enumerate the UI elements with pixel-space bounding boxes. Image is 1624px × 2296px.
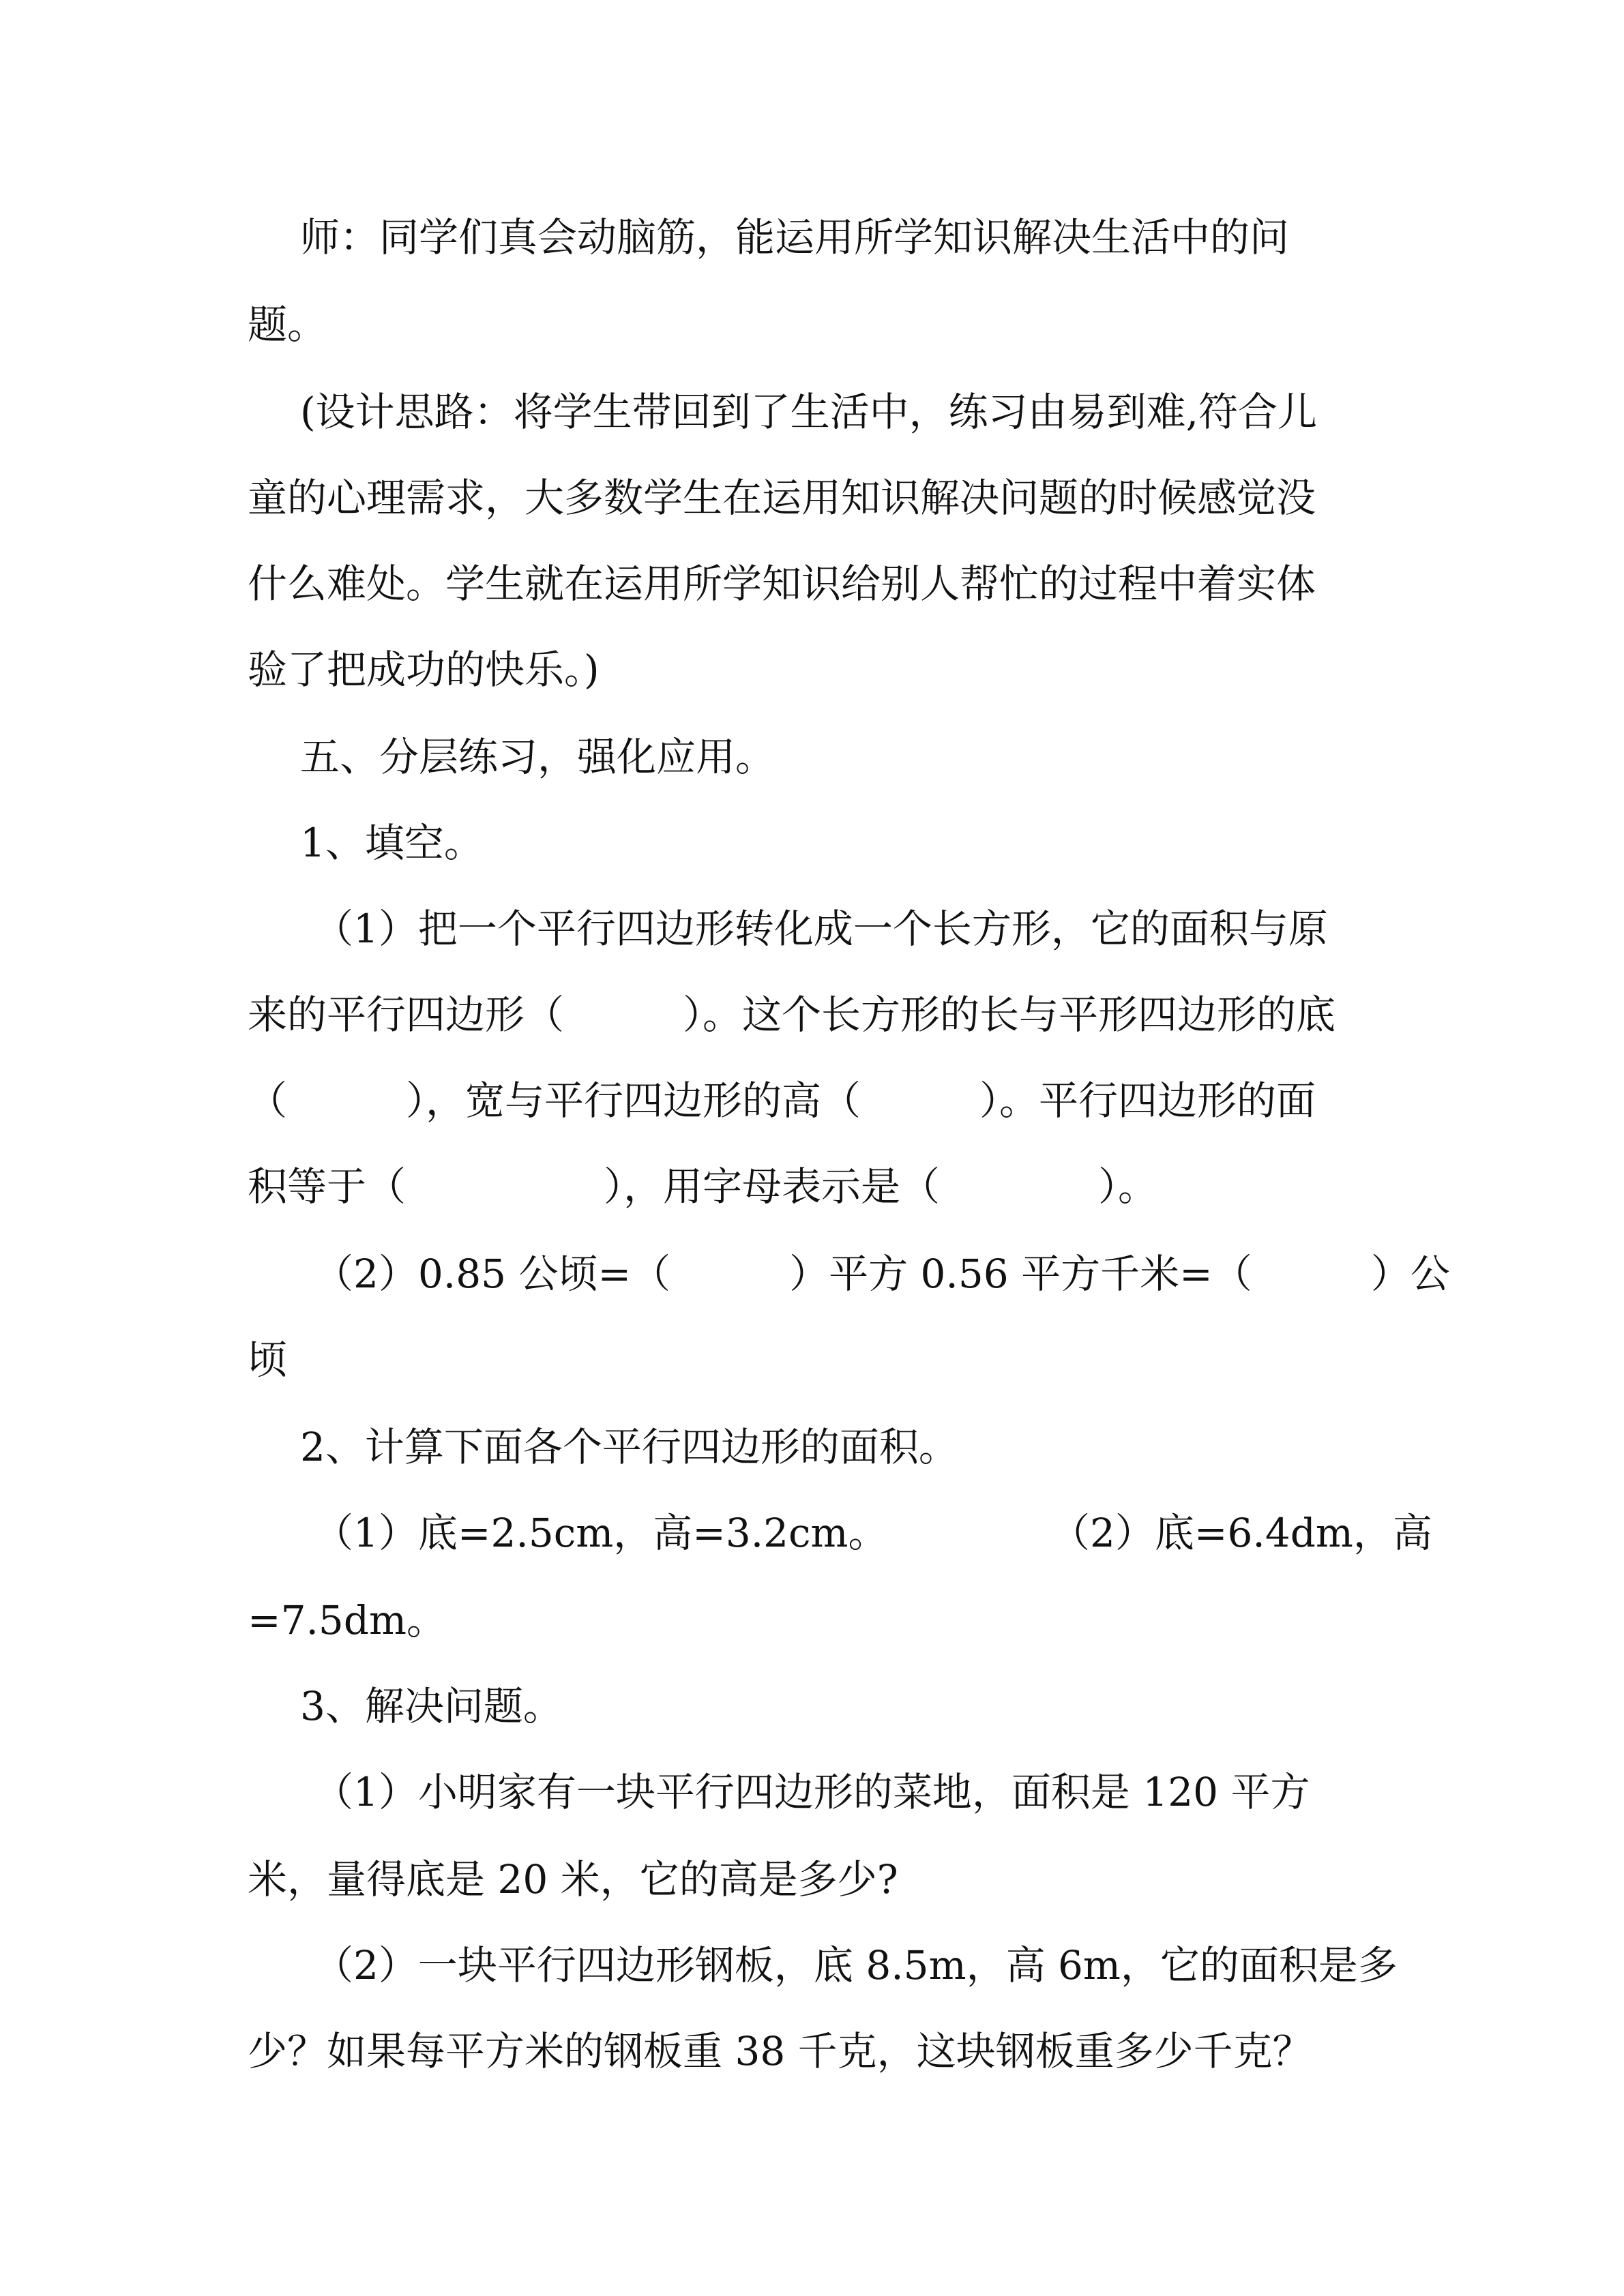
text-line: （1）把一个平行四边形转化成一个长方形，它的面积与原 bbox=[314, 906, 1328, 952]
text-line: 少？如果每平方米的钢板重 38 千克，这块钢板重多少千克？ bbox=[248, 2028, 1312, 2074]
text-line: 师：同学们真会动脑筋，能运用所学知识解决生活中的问 bbox=[300, 214, 1290, 260]
text-line: 题。 bbox=[248, 301, 327, 348]
item-right: （2）底=6.4dm，高 bbox=[1050, 1510, 1432, 1556]
question-title: 2、计算下面各个平行四边形的面积。 bbox=[300, 1424, 958, 1470]
section-heading: 五、分层练习，强化应用。 bbox=[300, 734, 776, 780]
text-line: （1）小明家有一块平行四边形的菜地，面积是 120 平方 bbox=[314, 1769, 1310, 1815]
text-line: 验了把成功的快乐。) bbox=[248, 646, 600, 693]
text-line bbox=[314, 1508, 1432, 1557]
question-title: 3、解决问题。 bbox=[300, 1683, 563, 1729]
text-line: 积等于（ ），用字母表示是（ ）。 bbox=[248, 1163, 1158, 1210]
text-line: 顷 bbox=[248, 1337, 288, 1383]
text-line: 童的心理需求，大多数学生在运用知识解决问题的时候感觉没 bbox=[248, 475, 1316, 521]
text-line: （2）一块平行四边形钢板，底 8.5m，高 6m，它的面积是多 bbox=[314, 1942, 1398, 1988]
text-line: （ ），宽与平行四边形的高（ ）。平行四边形的面 bbox=[248, 1077, 1316, 1124]
text-line: (设计思路：将学生带回到了生活中，练习由易到难,符合儿 bbox=[300, 389, 1318, 435]
text-line: =7.5dm。 bbox=[248, 1597, 446, 1643]
text-line: 米，量得底是 20 米，它的高是多少? bbox=[248, 1856, 898, 1903]
item-left: （1）底=2.5cm，高=3.2cm。 bbox=[314, 1510, 888, 1556]
text-line: （2）0.85 公顷=（ ）平方 0.56 平方千米=（ ）公 bbox=[314, 1251, 1450, 1297]
text-line: 来的平行四边形（ ）。这个长方形的长与平形四边形的底 bbox=[248, 992, 1336, 1038]
question-title: 1、填空。 bbox=[300, 820, 484, 866]
text-line: 什么难处。学生就在运用所学知识给别人帮忙的过程中着实体 bbox=[248, 561, 1316, 607]
